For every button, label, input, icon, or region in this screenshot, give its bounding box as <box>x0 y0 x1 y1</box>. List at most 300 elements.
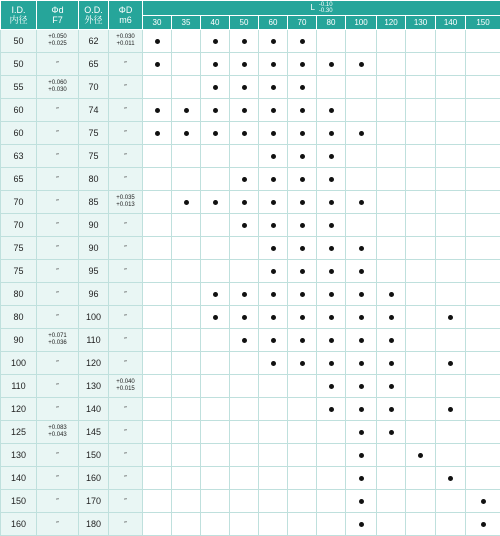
available-dot-icon <box>359 430 364 435</box>
availability-cell <box>172 76 201 99</box>
availability-cell <box>436 352 466 375</box>
availability-cell <box>436 421 466 444</box>
availability-cell <box>317 421 346 444</box>
available-dot-icon <box>271 85 276 90</box>
available-dot-icon <box>389 430 394 435</box>
availability-cell <box>230 467 259 490</box>
table-row <box>1 329 500 352</box>
availability-cell <box>230 306 259 329</box>
available-dot-icon <box>359 246 364 251</box>
inner-tolerance-cell: ″ <box>37 352 79 375</box>
length-column-header: 70 <box>288 16 317 30</box>
availability-cell <box>377 444 406 467</box>
availability-cell <box>230 168 259 191</box>
available-dot-icon <box>418 453 423 458</box>
availability-cell <box>288 490 317 513</box>
inner-diameter-cell: 60 <box>1 99 37 122</box>
outer-tolerance-cell: ″ <box>109 283 143 306</box>
availability-cell <box>346 76 377 99</box>
availability-cell <box>346 375 377 398</box>
available-dot-icon <box>389 315 394 320</box>
availability-cell <box>201 53 230 76</box>
available-dot-icon <box>329 62 334 67</box>
availability-cell <box>466 490 500 513</box>
availability-cell <box>317 283 346 306</box>
outer-diameter-cell: 75 <box>79 145 109 168</box>
availability-cell <box>346 329 377 352</box>
availability-cell <box>259 191 288 214</box>
availability-cell <box>143 490 172 513</box>
availability-cell <box>346 490 377 513</box>
availability-cell <box>346 122 377 145</box>
availability-cell <box>143 168 172 191</box>
table-row <box>1 421 500 444</box>
availability-cell <box>406 260 436 283</box>
available-dot-icon <box>329 223 334 228</box>
availability-cell <box>259 421 288 444</box>
availability-cell <box>317 53 346 76</box>
outer-tolerance-cell: ″ <box>109 168 143 191</box>
available-dot-icon <box>300 62 305 67</box>
available-dot-icon <box>213 108 218 113</box>
availability-cell <box>317 375 346 398</box>
table-row <box>1 99 500 122</box>
length-column-header: 140 <box>436 16 466 30</box>
availability-cell <box>230 260 259 283</box>
availability-cell <box>143 306 172 329</box>
availability-cell <box>466 122 500 145</box>
available-dot-icon <box>213 85 218 90</box>
availability-cell <box>406 490 436 513</box>
availability-cell <box>201 122 230 145</box>
availability-cell <box>143 237 172 260</box>
availability-cell <box>466 306 500 329</box>
availability-cell <box>377 490 406 513</box>
availability-cell <box>346 168 377 191</box>
availability-cell <box>346 398 377 421</box>
available-dot-icon <box>359 62 364 67</box>
availability-cell <box>466 76 500 99</box>
availability-cell <box>288 237 317 260</box>
available-dot-icon <box>481 499 486 504</box>
outer-diameter-cell: 80 <box>79 168 109 191</box>
availability-cell <box>230 375 259 398</box>
availability-cell <box>259 329 288 352</box>
outer-tolerance-cell: ″ <box>109 260 143 283</box>
inner-tolerance-cell: +0.060 +0.030 <box>37 76 79 99</box>
availability-cell <box>143 513 172 536</box>
available-dot-icon <box>300 200 305 205</box>
outer-diameter-cell: 140 <box>79 398 109 421</box>
inner-diameter-cell: 150 <box>1 490 37 513</box>
outer-diameter-cell: 90 <box>79 214 109 237</box>
availability-cell <box>377 283 406 306</box>
available-dot-icon <box>329 361 334 366</box>
available-dot-icon <box>359 269 364 274</box>
inner-tolerance-cell: ″ <box>37 99 79 122</box>
available-dot-icon <box>213 315 218 320</box>
available-dot-icon <box>448 361 453 366</box>
available-dot-icon <box>300 108 305 113</box>
availability-cell <box>288 30 317 53</box>
availability-cell <box>143 329 172 352</box>
length-tolerance: -0.10 -0.30 <box>319 2 333 14</box>
availability-cell <box>436 30 466 53</box>
inner-tolerance-cell: ″ <box>37 283 79 306</box>
table-row <box>1 30 500 53</box>
available-dot-icon <box>329 177 334 182</box>
inner-diameter-cell: 65 <box>1 168 37 191</box>
availability-cell <box>377 30 406 53</box>
outer-diameter-cell: 96 <box>79 283 109 306</box>
available-dot-icon <box>329 292 334 297</box>
outer-diameter-cell: 130 <box>79 375 109 398</box>
availability-cell <box>230 99 259 122</box>
availability-cell <box>317 467 346 490</box>
availability-cell <box>143 467 172 490</box>
length-column-header: 50 <box>230 16 259 30</box>
availability-cell <box>201 352 230 375</box>
availability-cell <box>288 168 317 191</box>
availability-cell <box>259 352 288 375</box>
availability-cell <box>466 168 500 191</box>
outer-tolerance-cell: ″ <box>109 467 143 490</box>
availability-cell <box>230 352 259 375</box>
available-dot-icon <box>155 108 160 113</box>
availability-cell <box>406 99 436 122</box>
availability-cell <box>346 145 377 168</box>
availability-cell <box>317 352 346 375</box>
table-row <box>1 214 500 237</box>
outer-diameter-cell: 74 <box>79 99 109 122</box>
length-column-header: 60 <box>259 16 288 30</box>
length-column-header: 150 <box>466 16 500 30</box>
outer-diameter-cell: 145 <box>79 421 109 444</box>
outer-tolerance-cell: ″ <box>109 145 143 168</box>
availability-cell <box>259 214 288 237</box>
header-row-top <box>1 1 500 16</box>
inner-tolerance-cell: ″ <box>37 122 79 145</box>
available-dot-icon <box>300 246 305 251</box>
availability-cell <box>230 513 259 536</box>
availability-cell <box>172 237 201 260</box>
availability-cell <box>436 375 466 398</box>
availability-cell <box>317 30 346 53</box>
availability-cell <box>436 214 466 237</box>
id-header: I.D. 内径 <box>1 1 37 30</box>
availability-cell <box>436 490 466 513</box>
availability-cell <box>143 191 172 214</box>
availability-cell <box>143 53 172 76</box>
availability-cell <box>466 467 500 490</box>
length-column-header: 40 <box>201 16 230 30</box>
availability-cell <box>346 444 377 467</box>
outer-diameter-cell: 65 <box>79 53 109 76</box>
availability-cell <box>201 444 230 467</box>
available-dot-icon <box>359 476 364 481</box>
availability-cell <box>172 490 201 513</box>
available-dot-icon <box>271 315 276 320</box>
inner-diameter-cell: 70 <box>1 214 37 237</box>
availability-cell <box>466 30 500 53</box>
availability-cell <box>406 444 436 467</box>
availability-cell <box>406 122 436 145</box>
inner-tolerance-cell: +0.050 +0.025 <box>37 30 79 53</box>
outer-tolerance-cell: ″ <box>109 214 143 237</box>
availability-cell <box>346 191 377 214</box>
outer-tolerance-cell: ″ <box>109 99 143 122</box>
inner-diameter-cell: 75 <box>1 260 37 283</box>
available-dot-icon <box>242 177 247 182</box>
outer-diameter-cell: 85 <box>79 191 109 214</box>
available-dot-icon <box>242 338 247 343</box>
available-dot-icon <box>242 200 247 205</box>
availability-cell <box>259 122 288 145</box>
inner-tolerance-cell: ″ <box>37 145 79 168</box>
availability-cell <box>259 398 288 421</box>
inner-diameter-cell: 100 <box>1 352 37 375</box>
available-dot-icon <box>329 200 334 205</box>
availability-cell <box>172 375 201 398</box>
available-dot-icon <box>359 315 364 320</box>
available-dot-icon <box>359 384 364 389</box>
availability-cell <box>288 513 317 536</box>
availability-cell <box>317 122 346 145</box>
inner-tolerance-cell: ″ <box>37 398 79 421</box>
inner-tolerance-cell: ″ <box>37 467 79 490</box>
availability-cell <box>346 30 377 53</box>
availability-cell <box>172 306 201 329</box>
availability-cell <box>317 444 346 467</box>
availability-cell <box>436 53 466 76</box>
inner-tolerance-cell: +0.071 +0.036 <box>37 329 79 352</box>
available-dot-icon <box>329 338 334 343</box>
available-dot-icon <box>359 522 364 527</box>
availability-cell <box>317 513 346 536</box>
availability-cell <box>259 283 288 306</box>
availability-cell <box>230 53 259 76</box>
availability-cell <box>201 513 230 536</box>
available-dot-icon <box>448 407 453 412</box>
availability-cell <box>288 191 317 214</box>
availability-cell <box>406 398 436 421</box>
available-dot-icon <box>389 384 394 389</box>
inner-tolerance-cell: +0.083 +0.043 <box>37 421 79 444</box>
available-dot-icon <box>242 315 247 320</box>
availability-cell <box>230 444 259 467</box>
availability-cell <box>406 214 436 237</box>
availability-cell <box>346 237 377 260</box>
availability-cell <box>377 260 406 283</box>
inner-diameter-cell: 55 <box>1 76 37 99</box>
outer-tolerance-cell: ″ <box>109 329 143 352</box>
availability-cell <box>406 76 436 99</box>
availability-cell <box>377 122 406 145</box>
table-row <box>1 76 500 99</box>
availability-cell <box>172 260 201 283</box>
table-row <box>1 352 500 375</box>
outer-diameter-cell: 170 <box>79 490 109 513</box>
availability-cell <box>346 421 377 444</box>
inner-tolerance-cell: ″ <box>37 444 79 467</box>
available-dot-icon <box>184 131 189 136</box>
availability-cell <box>377 513 406 536</box>
available-dot-icon <box>271 177 276 182</box>
od-header: O.D. 外径 <box>79 1 109 30</box>
available-dot-icon <box>359 200 364 205</box>
inner-diameter-cell: 90 <box>1 329 37 352</box>
table-row <box>1 398 500 421</box>
availability-cell <box>259 237 288 260</box>
availability-cell <box>436 76 466 99</box>
availability-cell <box>317 76 346 99</box>
availability-cell <box>143 214 172 237</box>
available-dot-icon <box>389 407 394 412</box>
availability-cell <box>288 53 317 76</box>
availability-cell <box>172 444 201 467</box>
phi-D-header: ΦD m6 <box>109 1 143 30</box>
availability-cell <box>436 283 466 306</box>
availability-cell <box>288 145 317 168</box>
availability-cell <box>143 375 172 398</box>
availability-cell <box>288 214 317 237</box>
available-dot-icon <box>271 269 276 274</box>
inner-tolerance-cell: ″ <box>37 513 79 536</box>
availability-cell <box>230 237 259 260</box>
available-dot-icon <box>329 269 334 274</box>
outer-diameter-cell: 95 <box>79 260 109 283</box>
availability-cell <box>172 421 201 444</box>
availability-cell <box>406 513 436 536</box>
table-row <box>1 306 500 329</box>
availability-cell <box>172 99 201 122</box>
availability-cell <box>230 421 259 444</box>
availability-cell <box>377 421 406 444</box>
outer-tolerance-cell: ″ <box>109 490 143 513</box>
availability-cell <box>259 490 288 513</box>
availability-cell <box>377 306 406 329</box>
available-dot-icon <box>359 292 364 297</box>
availability-cell <box>377 237 406 260</box>
outer-diameter-cell: 75 <box>79 122 109 145</box>
available-dot-icon <box>271 292 276 297</box>
length-column-header: 100 <box>346 16 377 30</box>
inner-diameter-cell: 50 <box>1 53 37 76</box>
length-header: L -0.10 -0.30 <box>143 1 500 16</box>
available-dot-icon <box>481 522 486 527</box>
inner-tolerance-cell: ″ <box>37 260 79 283</box>
available-dot-icon <box>242 223 247 228</box>
availability-cell <box>317 329 346 352</box>
available-dot-icon <box>271 200 276 205</box>
outer-diameter-cell: 150 <box>79 444 109 467</box>
inner-diameter-cell: 70 <box>1 191 37 214</box>
availability-cell <box>259 467 288 490</box>
availability-cell <box>288 444 317 467</box>
available-dot-icon <box>213 200 218 205</box>
availability-cell <box>172 283 201 306</box>
table-row <box>1 168 500 191</box>
availability-cell <box>259 513 288 536</box>
outer-tolerance-cell: ″ <box>109 421 143 444</box>
availability-cell <box>230 283 259 306</box>
length-column-header: 30 <box>143 16 172 30</box>
inner-diameter-cell: 120 <box>1 398 37 421</box>
available-dot-icon <box>271 39 276 44</box>
availability-cell <box>259 53 288 76</box>
availability-cell <box>406 30 436 53</box>
table-row <box>1 375 500 398</box>
inner-diameter-cell: 140 <box>1 467 37 490</box>
available-dot-icon <box>359 499 364 504</box>
availability-cell <box>436 237 466 260</box>
availability-cell <box>406 421 436 444</box>
availability-cell <box>406 237 436 260</box>
available-dot-icon <box>359 453 364 458</box>
inner-diameter-cell: 110 <box>1 375 37 398</box>
table-row <box>1 53 500 76</box>
inner-diameter-cell: 75 <box>1 237 37 260</box>
availability-cell <box>317 490 346 513</box>
availability-cell <box>466 214 500 237</box>
table-row <box>1 513 500 536</box>
availability-cell <box>172 191 201 214</box>
availability-cell <box>259 260 288 283</box>
outer-diameter-cell: 180 <box>79 513 109 536</box>
availability-cell <box>201 214 230 237</box>
outer-tolerance-cell: ″ <box>109 122 143 145</box>
availability-cell <box>201 329 230 352</box>
inner-tolerance-cell: ″ <box>37 214 79 237</box>
availability-cell <box>317 99 346 122</box>
availability-cell <box>230 76 259 99</box>
availability-cell <box>436 260 466 283</box>
available-dot-icon <box>300 223 305 228</box>
inner-tolerance-cell: ″ <box>37 306 79 329</box>
outer-tolerance-cell: ″ <box>109 237 143 260</box>
availability-cell <box>143 352 172 375</box>
outer-tolerance-cell: +0.030 +0.011 <box>109 30 143 53</box>
available-dot-icon <box>448 476 453 481</box>
availability-cell <box>201 467 230 490</box>
available-dot-icon <box>184 108 189 113</box>
inner-tolerance-cell: ″ <box>37 53 79 76</box>
availability-cell <box>201 76 230 99</box>
availability-cell <box>201 145 230 168</box>
availability-cell <box>406 145 436 168</box>
availability-cell <box>201 375 230 398</box>
availability-cell <box>143 260 172 283</box>
availability-cell <box>346 352 377 375</box>
availability-cell <box>201 490 230 513</box>
availability-cell <box>346 513 377 536</box>
availability-cell <box>288 76 317 99</box>
outer-diameter-cell: 100 <box>79 306 109 329</box>
available-dot-icon <box>329 131 334 136</box>
availability-cell <box>288 329 317 352</box>
availability-cell <box>201 30 230 53</box>
outer-tolerance-cell: ″ <box>109 306 143 329</box>
availability-cell <box>466 53 500 76</box>
availability-cell <box>288 421 317 444</box>
inner-diameter-cell: 80 <box>1 283 37 306</box>
available-dot-icon <box>184 200 189 205</box>
available-dot-icon <box>329 315 334 320</box>
available-dot-icon <box>389 361 394 366</box>
available-dot-icon <box>359 361 364 366</box>
length-column-header: 130 <box>406 16 436 30</box>
availability-cell <box>288 306 317 329</box>
